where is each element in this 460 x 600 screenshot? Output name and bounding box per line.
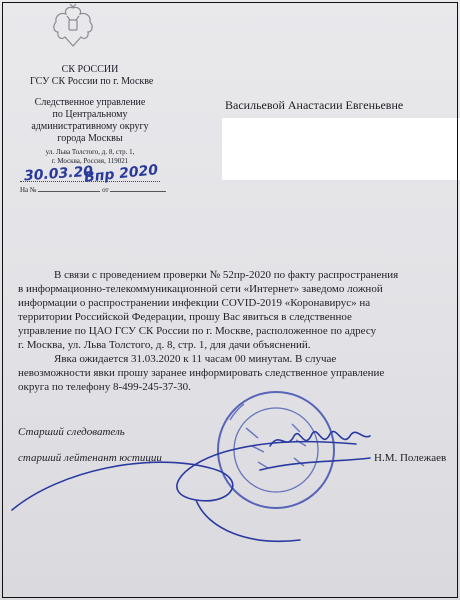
dept-line: города Москвы (57, 133, 123, 144)
reference-number-blank (38, 191, 100, 192)
body-line: г. Москва, ул. Льва Толстого, д. 8, стр. 1, для дачи объяснений. (18, 339, 311, 351)
reference-date-blank (110, 191, 166, 192)
org-line: СК РОССИИ (61, 64, 119, 75)
letter-body (18, 268, 458, 394)
address-line: г. Москва, Россия, 119021 (51, 157, 129, 165)
org-line: ГСУ СК России по г. Москве (30, 76, 154, 87)
reference-from-label: от (102, 186, 109, 194)
official-stamp (218, 392, 334, 508)
body-line: территории Российской Федерации, прошу Вас явиться в следственное (18, 311, 352, 323)
dept-line: по Центральному (52, 109, 128, 120)
body-line: В связи с проведением проверки № 52пр-2020 по факту распространения (54, 269, 399, 281)
signer-rank: старший лейтенант юстиции (18, 452, 162, 464)
department-header (20, 97, 160, 145)
redacted-area (222, 118, 460, 180)
handwritten-number: Впр 2020 (83, 162, 159, 186)
handwritten-signature (12, 431, 370, 541)
reference-line (20, 186, 160, 194)
reference-number-label: На № (20, 186, 37, 194)
body-line: в информационно-телекоммуникационной сети «Интернет» заведомо ложной (18, 283, 383, 295)
date-underline (20, 181, 160, 183)
signer-name: Н.М. Полежаев (374, 452, 447, 464)
dept-line: Следственное управление (34, 97, 146, 108)
dept-line: административному округу (31, 121, 149, 132)
handwritten-date: 30.03.20 (23, 163, 94, 185)
address-line: ул. Льва Толстого, д. 8, стр. 1, (45, 148, 135, 156)
signer-title: Старший следователь (18, 426, 125, 438)
body-line: невозможности явки прошу заранее информировать следственное управление (18, 367, 385, 379)
coat-of-arms-emblem (50, 2, 96, 52)
body-line: округа по телефону 8-499-245-37-30. (18, 381, 191, 393)
body-line: Явка ожидается 31.03.2020 к 11 часам 00 минутам. В случае (54, 353, 337, 365)
body-line: информации о распространении инфекции COVID-2019 «Коронавирус» на (18, 297, 371, 309)
recipient-name: Васильевой Анастасии Евгеньевне (225, 98, 404, 112)
org-header (30, 64, 154, 88)
body-line: управление по ЦАО ГСУ СК России по г. Москве, расположенное по адресу (18, 325, 377, 337)
